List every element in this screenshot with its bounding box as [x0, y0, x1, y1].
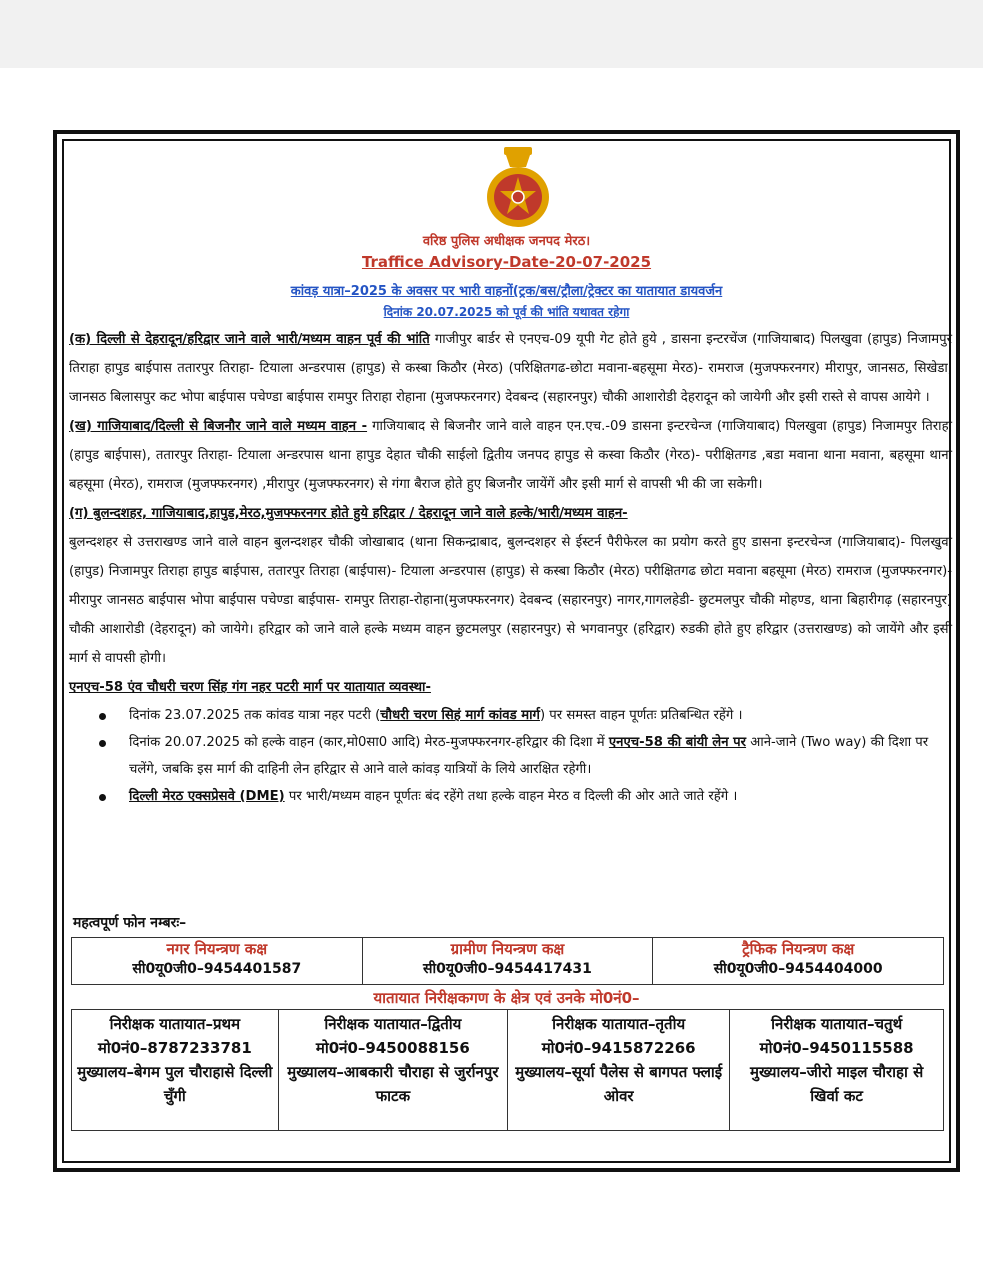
inspector-cell: निरीक्षक यातायात–चतुर्थ मो0नं0–9450115588 मुख्यालय–जीरो माइल चौराहा से खिर्वा कट — [730, 1010, 944, 1131]
list-item: दिनांक 20.07.2025 को हल्के वाहन (कार,मो0सा0 आदि) मेरठ-मुजफ्फरनगर-हरिद्वार की दिशा में एनएच-58 की बांयी लेन पर आने-जाने (Two way) की दिशा पर चलेंगे, जबकि इस मार्ग की दाहिनी लेन हरिद्वार से आने वाले कांवड़ यात्रियों के लिये आरक्षित रहेगी। — [129, 729, 952, 783]
phone-numbers-title: महत्वपूर्ण फोन नम्बरः– — [73, 915, 187, 931]
advisory-title: Traffice Advisory-Date-20-07-2025 — [361, 253, 652, 271]
advisory-date-note: दिनांक 20.07.2025 को पूर्व की भांति यथावत रहेगा — [383, 305, 630, 319]
list-item: दिनांक 23.07.2025 तक कांवड यात्रा नहर पटरी (चौधरी चरण सिहं मार्ग कांवड मार्ग) पर समस्त वाहन पूर्णतः प्रतिबन्धित रहेंगे । — [129, 702, 952, 729]
advisory-subtitle: कांवड़ यात्रा–2025 के अवसर पर भारी वाहनों(ट्रक/बस/ट्रौला/ट्रेक्टर का यातायात डायवर्जन — [290, 284, 723, 299]
control-room-cell: ट्रैफिक नियन्त्रण कक्ष सी0यू0जी0–9454404000 — [653, 938, 944, 985]
inspectors-table — [71, 1009, 944, 1131]
section-ka-text: गाजीपुर बार्डर से एनएच-09 यूपी गेट होते हुये , डासना इन्टरचेंज (गाजियाबाद) पिलखुवा (हापुड) निजामपुर तिराहा हापुड बाईपास ततारपुर तिराहा- टियाला अन्डरपास (हापुड) से कस्बा किठौर (मेरठ) (परिक्षितगढ-छोटा मवाना-बहसूमा मेरठ)- रामराज (मुजफ्फरनगर) मीरापुर, जानसठ, सिखेडा, जानसठ बिलासपुर कट भोपा बाईपास पचेण्डा बाईपास रामपुर तिराहा रोहाना (मुजफ्फरनगर) देवबन्द (सहारनपुर) चौकी आशारोडी देहरादून को जायेगी और इसी रास्ते से वापस आयेगे । — [69, 332, 953, 405]
section-kha — [69, 412, 952, 499]
control-room-table — [71, 937, 944, 985]
list-item: दिल्ली मेरठ एक्सप्रेसवे (DME) पर भारी/मध्यम वाहन पूर्णतः बंद रहेंगे तथा हल्के वाहन मेरठ व दिल्ली की ओर आते जाते रहेंगे । — [129, 783, 952, 810]
office-title: वरिष्ठ पुलिस अधीक्षक जनपद मेरठ। — [422, 234, 591, 249]
section-nh58 — [69, 673, 952, 702]
document-inner-border — [62, 139, 951, 1163]
inspectors-title: यातायात निरीक्षकगण के क्षेत्र एवं उनके मो0नं0– — [373, 989, 640, 1007]
section-ga-heading: (ग) बुलन्दशहर, गाजियाबाद,हापुड,मेरठ,मुजफ्फरनगर होते हुये हरिद्वार / देहरादून जाने वाले हल्के/भारी/मध्यम वाहन- — [69, 506, 628, 521]
nh58-bullet-list — [69, 702, 952, 810]
section-ga-text: बुलन्दशहर से उत्तराखण्ड जाने वाले वाहन बुलन्दशहर चौकी जोखाबाद (थाना सिकन्द्राबाद, बुलन्दशहर से ईस्टर्न पैरीफेरल का प्रयोग करते हुए डासना इन्टरचेन्ज (गाजियाबाद)- पिलखुवा (हापुड) निजामपुर तिराहा हापुड बाईपास, ततारपुर तिराहा (बाईपास)- टियाला अन्डरपास (हापुड) से कस्बा किठौर (मेरठ) परीक्षितगढ छोटा मवाना बहसूमा (मेरठ) रामराज (मुजफ्फरनगर)- मीरापुर जानसठ बाईपास भोपा बाईपास पचेण्डा बाईपास- रामपुर तिराहा-रोहाना(मुजफ्फरनगर) देवबन्द (सहारनपुर) नागर,गागलहेडी- छुटमलपुर चौकी मोहण्ड, थाना बिहारीगढ़ (सहारनपुर) चौकी आशारोडी (देहरादून) को जायेगे। हरिद्वार को जाने वाले हल्के मध्यम वाहन छुटमलपुर (सहारनपुर) से भगवानपुर (हरिद्वार) रुडकी होते हुए हरिद्वार (उत्तराखण्ड) को जायेंगे और इसी मार्ग से वापसी होगी। — [69, 535, 952, 666]
control-room-cell: नगर नियन्त्रण कक्ष सी0यू0जी0–9454401587 — [72, 938, 363, 985]
top-bar — [0, 0, 983, 68]
section-ka-heading: (क) दिल्ली से देहरादून/हरिद्वार जाने वाले भारी/मध्यम वाहन पूर्व की भांति — [69, 332, 430, 347]
section-nh58-heading: एनएच-58 एंव चौधरी चरण सिंह गंग नहर पटरी मार्ग पर यातायात व्यवस्था- — [69, 680, 431, 695]
section-ka — [69, 325, 952, 412]
section-kha-heading: (ख) गाजियाबाद/दिल्ली से बिजनौर जाने वाले मध्यम वाहन - — [69, 419, 368, 434]
inspector-cell: निरीक्षक यातायात–प्रथम मो0नं0–8787233781 मुख्यालय–बेगम पुल चौराहासे दिल्ली चुँगी — [72, 1010, 279, 1131]
inspector-cell: निरीक्षक यातायात–तृतीय मो0नं0–9415872266 मुख्यालय–सूर्या पैलेस से बागपत फ्लाई ओवर — [508, 1010, 730, 1131]
advisory-document — [53, 130, 960, 1172]
inspector-cell: निरीक्षक यातायात–द्वितीय मो0नं0–9450088156 मुख्यालय–आबकारी चौराहा से जुर्रानपुर फाटक — [278, 1010, 507, 1131]
police-emblem-icon — [482, 145, 554, 229]
section-kha-text: गाजियाबाद से बिजनौर जाने वाले वाहन एन.एच.-09 डासना इन्टरचेन्ज (गाजियाबाद) पिलखुवा (हापुड) निजामपुर तिराहा (हापुड बाईपास), ततारपुर तिराहा- टियाला अन्डरपास थाना हापुड देहात चौकी साईलो द्वितीय जनपद हापुड से कस्वा किठौर (गेरठ)- परीक्षितगड ,बडा मवाना थाना मवाना, बहसूमा थाना बहसूमा (मेरठ), रामराज (मुजफ्फरनगर) ,मीरापुर (मुजफ्फरनगर) से गंगा बैराज होते हुए बिजनौर जायेंगें और इसी मार्ग से वापसी भी की जा सकेगी। — [69, 419, 952, 492]
section-ga — [69, 499, 952, 673]
control-room-cell: ग्रामीण नियन्त्रण कक्ष सी0यू0जी0–9454417431 — [362, 938, 653, 985]
advisory-body — [69, 325, 952, 810]
